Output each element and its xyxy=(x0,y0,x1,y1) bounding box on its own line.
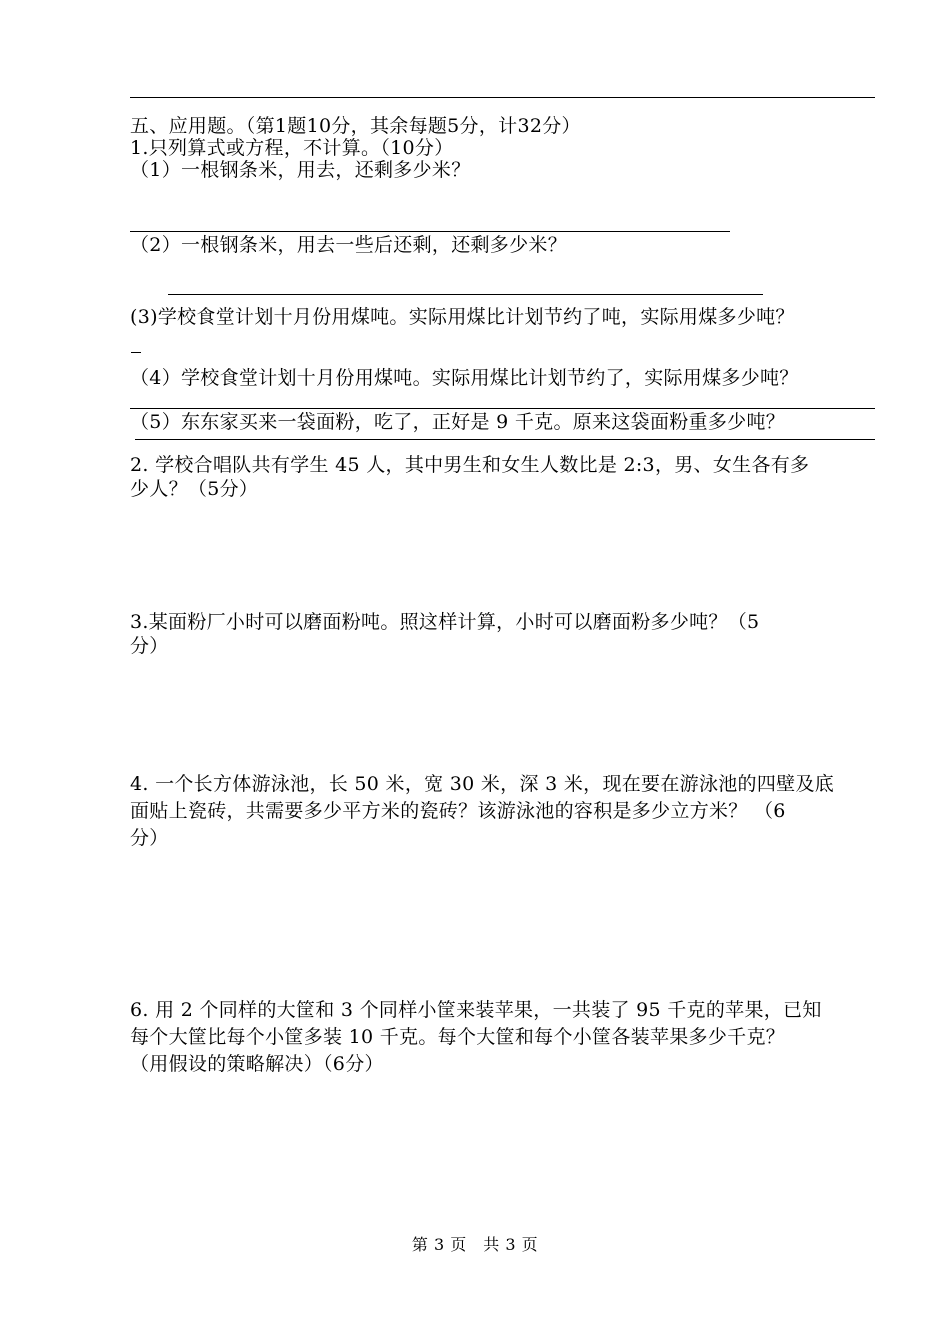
q1-title: 1.只列算式或方程，不计算。（10分） xyxy=(130,137,454,159)
q2-line-1: 2. 学校合唱队共有学生 45 人，其中男生和女生人数比是 2:3，男、女生各有多 xyxy=(130,454,810,476)
q6-line-3: （用假设的策略解决）（6分） xyxy=(130,1053,384,1075)
q4-line-2: 面贴上瓷砖，共需要多少平方米的瓷砖？该游泳池的容积是多少立方米？ （6 xyxy=(130,800,786,822)
q1-item-4: （4）学校食堂计划十月份用煤吨。实际用煤比计划节约了，实际用煤多少吨？ xyxy=(130,367,799,389)
q4-line-1: 4. 一个长方体游泳池，长 50 米，宽 30 米，深 3 米，现在要在游泳池的四壁及底 xyxy=(130,773,835,795)
q6-line-2: 每个大筐比每个小筐多装 10 千克。每个大筐和每个小筐各装苹果多少千克？ xyxy=(130,1026,786,1048)
q1-item-3: (3)学校食堂计划十月份用煤吨。实际用煤比计划节约了吨，实际用煤多少吨？ xyxy=(130,306,795,328)
q3-line-1: 3.某面粉厂小时可以磨面粉吨。照这样计算，小时可以磨面粉多少吨？（5 xyxy=(130,611,760,633)
q1-item-2: （2）一根钢条米，用去一些后还剩，还剩多少米？ xyxy=(130,234,567,256)
page-footer: 第 3 页 共 3 页 xyxy=(411,1235,539,1254)
q1-item-5: （5）东东家买来一袋面粉，吃了，正好是 9 千克。原来这袋面粉重多少吨？ xyxy=(130,411,786,433)
answer-line-3 xyxy=(130,408,875,409)
answer-line-2 xyxy=(168,294,763,295)
top-rule xyxy=(130,97,875,98)
answer-line-1 xyxy=(130,231,730,232)
q6-line-1: 6. 用 2 个同样的大筐和 3 个同样小筐来装苹果，一共装了 95 千克的苹果，已知 xyxy=(130,999,822,1021)
q3-line-2: 分） xyxy=(130,635,169,657)
q2-line-2: 少人？（5分） xyxy=(130,478,259,500)
q1-item-1: （1）一根钢条米，用去，还剩多少米？ xyxy=(130,159,471,181)
answer-line-4 xyxy=(135,439,875,440)
answer-dash xyxy=(131,352,141,353)
section-title: 五、应用题。（第1题10分，其余每题5分，计32分） xyxy=(130,115,581,137)
q4-line-3: 分） xyxy=(130,827,169,849)
